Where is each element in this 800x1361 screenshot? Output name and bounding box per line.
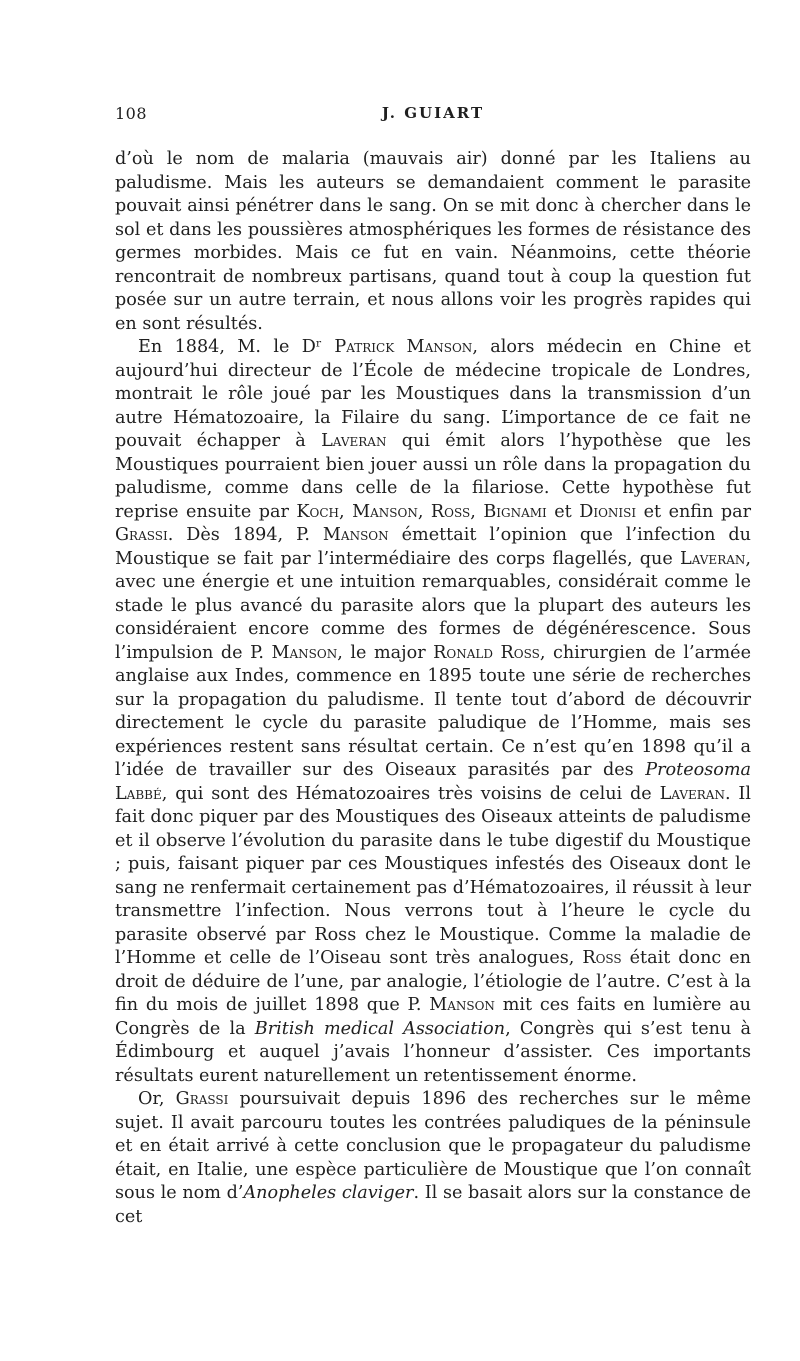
text-run: , xyxy=(417,501,431,522)
text-run: , alors médecin en Chine et aujourd’hui directeur de l’École de médecine tropicale de Londres, montrait le rôle joué par les Moustiques dans la transmission d’un autre Hématozoaire, la Filaire du sang. L’importance de ce fait ne pouvait échapper à xyxy=(115,337,752,451)
text-run: émettait l’opinion que l’infection du Moustique se fait par l’intermédiaire des corps flagellés, que xyxy=(115,525,751,569)
text-run: . Dès 1894, P. xyxy=(167,525,323,545)
italic-term: Anopheles claviger xyxy=(243,1183,414,1203)
text-run: , xyxy=(339,501,353,522)
text-run: , chirurgien de l’armée anglaise aux Indes, commence en 1895 toute une série de recherches sur la propagation du paludisme. Il tente tout d’abord de découvrir directement le cycle du parasite paludique de l’Homme, mais ses expériences restent sans résultat certain. Ce n’est qu’en 1898 qu’il a l’idée de travailler sur des Oiseaux parasités par des xyxy=(115,642,751,780)
paragraph xyxy=(115,336,751,1088)
page-number: 108 xyxy=(115,104,148,123)
author-name: Grassi xyxy=(115,525,168,545)
author-name: Laveran xyxy=(321,431,387,451)
author-name: Labbé xyxy=(115,783,162,804)
running-head: J. GUIART xyxy=(381,104,485,122)
paragraph xyxy=(115,1088,751,1229)
author-name: Koch xyxy=(296,501,340,522)
body-text xyxy=(115,148,751,1229)
text-run: mit ces faits en lumière au Congrès de la xyxy=(115,995,751,1039)
text-run: . Il se basait alors sur la constance de cet xyxy=(115,1183,751,1227)
text-run: . Il fait donc piquer par des Moustiques des Oiseaux atteints de paludisme et il observe l’évolution du parasite dans le tube digestif du Moustique ; puis, faisant piquer par ces Moustiques infestés des Oiseaux dont le sang ne renfermait certainement pas d’Hématozoaires, il réussit à leur transmettre l’infection. Nous verrons tout à l’heure le cycle du parasite observé par Ross chez le Moustique. Comme la maladie de l’Homme et celle de l’Oiseau sont très analogues, xyxy=(115,783,751,968)
text-run: , Congrès qui s’est tenu à Édimbourg et auquel j’avais l’honneur d’assister. Ces importants résultats eurent naturellement un retentissement énorme. xyxy=(115,1018,751,1086)
text-run: , le major xyxy=(337,642,434,663)
author-name: Grassi xyxy=(175,1089,229,1109)
author-name: Manson xyxy=(322,525,389,545)
text-run: , qui sont des Hématozoaires très voisins de celui de xyxy=(161,783,660,804)
author-name: Bignami xyxy=(483,501,547,522)
text-run: Or, xyxy=(138,1089,176,1109)
page-header xyxy=(115,104,751,134)
paragraph xyxy=(115,148,751,336)
author-name: Ross xyxy=(582,948,622,968)
text-run: d’où le nom de malaria (mauvais air) donné par les Italiens au paludisme. Mais les auteurs se demandaient comment le parasite pouvait ainsi pénétrer dans le sang. On se mit donc à chercher dans le sol et dans les poussières atmosphériques les formes de résistance des germes morbides. Mais ce fut en vain. Néanmoins, cette théorie rencontrait de nombreux partisans, quand tout à coup la question fut posée sur un autre terrain, et nous allons voir les progrès rapides qui en sont résultés. xyxy=(115,149,751,334)
author-name: Manson xyxy=(429,995,495,1015)
author-name: Ross xyxy=(430,501,471,522)
author-name: Laveran xyxy=(680,548,746,569)
italic-term: Proteosoma xyxy=(645,760,751,780)
text-run: qui émit alors l’hypothèse que les Moustiques pourraient bien jouer aussi un rôle dans la propagation du paludisme, comme dans celle de la filariose. Cette hypothèse fut reprise ensuite par xyxy=(115,431,752,522)
author-name: Patrick Manson xyxy=(334,337,473,357)
author-name: Ronald Ross xyxy=(433,642,540,663)
author-name: Manson xyxy=(352,501,418,522)
text-run: était donc en droit de déduire de l’une, par analogie, l’étiologie de l’autre. C’est à la fin du mois de juillet 1898 que P. xyxy=(115,948,751,1015)
author-name: Laveran xyxy=(659,783,725,804)
italic-term: British medical Association xyxy=(254,1018,506,1039)
text-run: En 1884, M. le Dʳ xyxy=(138,337,335,357)
text-run: , xyxy=(470,501,484,522)
text-run: , avec une énergie et une intuition remarquables, considérait comme le stade le plus avancé du parasite alors que la plupart des auteurs les considéraient encore comme des formes de dégénérescence. Sous l’impulsion de P. xyxy=(115,548,751,663)
author-name: Manson xyxy=(271,642,338,663)
text-run: et enfin par xyxy=(636,501,752,522)
author-name: Dionisi xyxy=(579,501,637,522)
text-run: et xyxy=(546,501,580,522)
text-run: poursuivait depuis 1896 des recherches sur le même sujet. Il avait parcouru toutes les contrées paludiques de la péninsule et en était arrivé à cette conclusion que le propagateur du paludisme était, en Italie, une espèce particulière de Moustique que l’on connaît sous le nom d’ xyxy=(115,1089,751,1203)
